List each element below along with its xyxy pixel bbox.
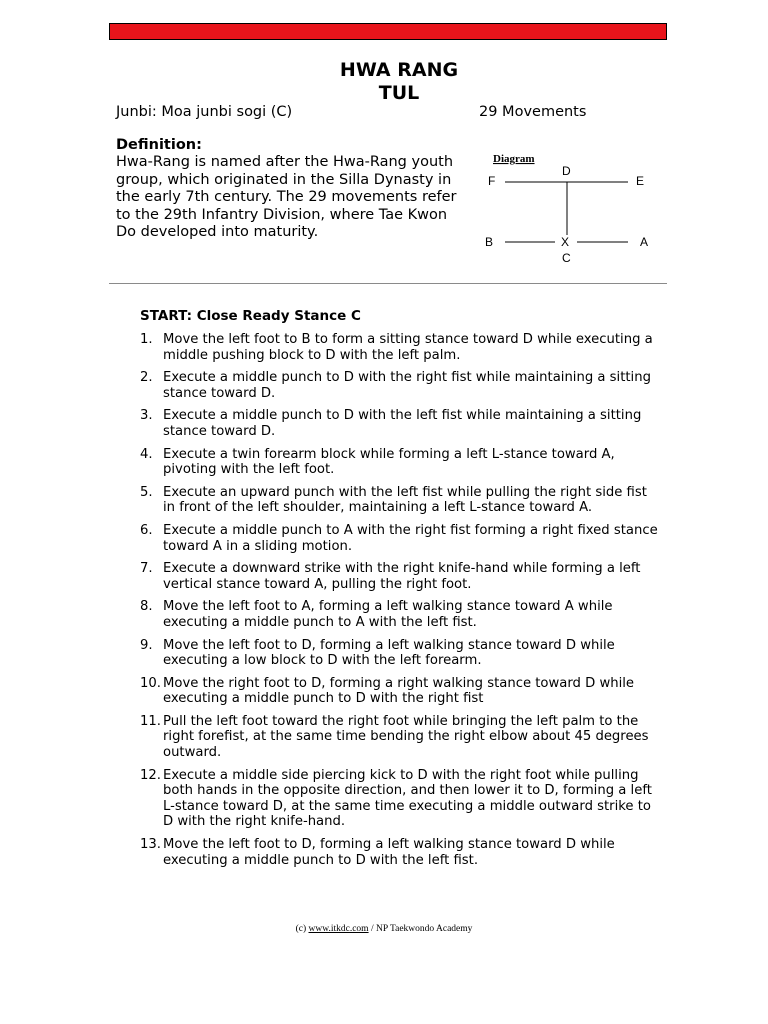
movement-number: 7. [140,561,153,577]
footer-prefix: (c) [295,924,309,934]
movement-number: 6. [140,522,153,538]
movement-number: 10. [140,675,161,691]
footer [0,924,768,934]
movement-number: 3. [140,408,153,424]
movement-text: Execute a middle side piercing kick to D with the right foot while pulling both hands in the opposite direction, and then lower it to D, forming a left L-stance toward D, at the same time executing a middle outward strike to D with the right knife-hand. [163,767,652,830]
movement-number: 8. [140,599,153,615]
movement-text: Execute an upward punch with the left fist while pulling the right side fist in front of the left shoulder, maintaining a left L-stance toward A. [163,484,647,516]
movement-number: 1. [140,332,153,347]
movement-number: 5. [140,484,153,500]
movement-text: Pull the left foot toward the right foot while bringing the left palm to the right forefist, at the same time bending the right elbow about 45 degrees outward. [163,713,649,761]
diagram-label-b: B [485,235,494,249]
movement-number: 9. [140,637,153,653]
movement-text: Execute a middle punch to D with the left fist while maintaining a sitting stance toward D. [163,408,642,439]
movement-text: Move the right foot to D, forming a right walking stance toward D while executing a middle punch to D with the right fist [163,675,635,707]
movement-item [140,332,660,363]
diagram-title: Diagram [493,153,535,165]
header-red-bar [109,23,667,40]
movement-item [140,768,660,830]
footer-link[interactable]: www.itkdc.com [308,924,369,934]
movement-item [140,447,660,478]
movement-text: Move the left foot to D, forming a left walking stance toward D while executing a low block to D with the left forearm. [163,637,615,669]
movement-item [140,523,660,554]
movement-list [140,332,660,875]
movement-item [140,561,660,592]
diagram-label-a: A [640,235,649,249]
movement-number: 11. [140,713,161,729]
movement-item [140,638,660,669]
movement-count: 29 Movements [479,104,587,120]
diagram-label-x: X [561,235,570,249]
movement-item [140,837,660,868]
movement-text: Execute a middle punch to D with the right fist while maintaining a sitting stance toward D. [163,370,651,401]
diagram-label-d: D [562,164,571,178]
movement-text: Execute a twin forearm block while forming a left L-stance toward A, pivoting with the left foot. [163,446,615,478]
movement-item [140,599,660,630]
diagram-label-f: F [488,174,496,188]
footer-suffix: / NP Taekwondo Academy [368,924,473,934]
definition-heading: Definition: [116,137,202,153]
movement-text: Move the left foot to B to form a sitting stance toward D while executing a middle pushing block to D with the left palm. [163,332,653,363]
start-stance: START: Close Ready Stance C [140,308,361,324]
diagram-label-e: E [636,174,645,188]
page-title-line2: TUL [378,82,420,104]
floor-pattern-diagram [482,150,662,270]
movement-text: Execute a middle punch to A with the right fist forming a right fixed stance toward A in a sliding motion. [163,522,658,554]
movement-number: 2. [140,370,153,386]
definition-text: Hwa-Rang is named after the Hwa-Rang youth group, which originated in the Silla Dynasty in the early 7th century. The 29 movements refer to the 29th Infantry Division, where Tae Kwon Do developed into maturity. [116,154,457,241]
diagram-label-c: C [562,251,571,265]
movement-number: 4. [140,446,153,462]
movement-item [140,485,660,516]
movement-item [140,370,660,401]
movement-text: Move the left foot to D, forming a left walking stance toward D while executing a middle punch to D with the left fist. [163,837,615,868]
section-divider [109,283,667,284]
movement-text: Move the left foot to A, forming a left walking stance toward A while executing a middle punch to A with the left fist. [163,599,613,630]
movement-number: 13. [140,837,161,853]
junbi-text: Junbi: Moa junbi sogi (C) [116,104,293,120]
movement-item [140,408,660,439]
movement-item [140,714,660,761]
page-title: HWA RANG [339,59,459,81]
movement-item [140,676,660,707]
movement-text: Execute a downward strike with the right knife-hand while forming a left vertical stance toward A, pulling the right foot. [163,561,641,592]
movement-number: 12. [140,767,161,783]
